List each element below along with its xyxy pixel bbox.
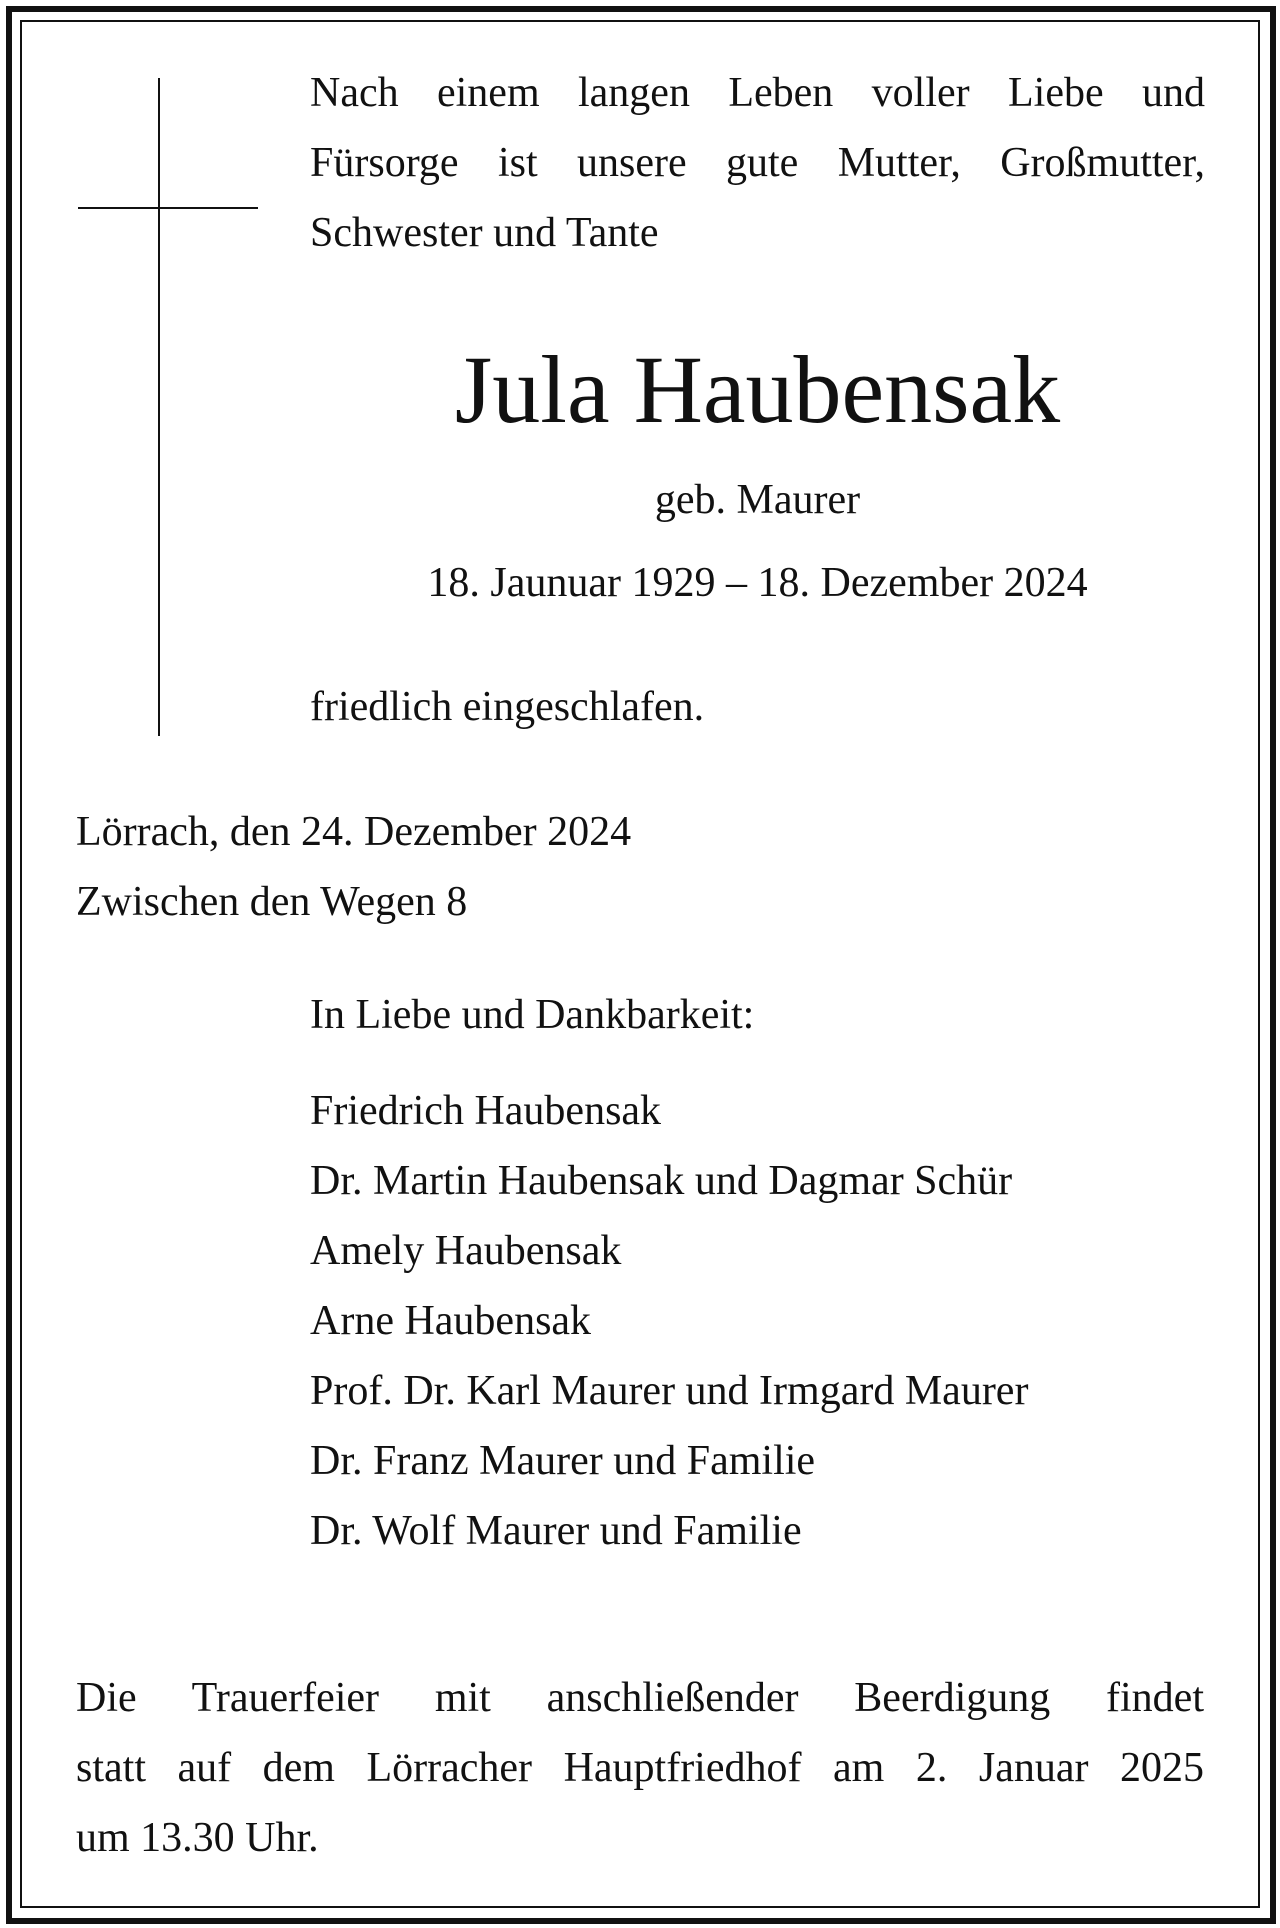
deceased-name: Jula Haubensak [454, 336, 1061, 443]
life-dates: 18. Jaunuar 1929 – 18. Dezember 2024 [427, 560, 1088, 606]
funeral-line: statt auf dem Lörracher Hauptfriedhof am 2. Januar 2025 [76, 1745, 1204, 1791]
mourner-item: Friedrich Haubensak [310, 1088, 662, 1134]
intro-line: Nach einem langen Leben voller Liebe und [310, 70, 1205, 116]
mourner-item: Dr. Wolf Maurer und Familie [310, 1508, 802, 1554]
mourners-list [310, 1076, 1028, 1566]
mourner-item: Prof. Dr. Karl Maurer und Irmgard Maurer [310, 1368, 1029, 1414]
intro-line: Schwester und Tante [310, 210, 659, 256]
thanks-heading: In Liebe und Dankbarkeit: [310, 992, 755, 1038]
funeral-line: Die Trauerfeier mit anschließender Beerdigung findet [76, 1675, 1204, 1721]
mourner-item: Dr. Franz Maurer und Familie [310, 1438, 816, 1484]
intro-text [310, 58, 1205, 268]
funeral-line: um 13.30 Uhr. [76, 1815, 319, 1861]
funeral-info [76, 1663, 1204, 1873]
intro-line: Fürsorge ist unsere gute Mutter, Großmutter, [310, 140, 1205, 186]
mourner-item: Arne Haubensak [310, 1298, 592, 1344]
cross-icon-horizontal [78, 207, 258, 209]
passing-text: friedlich eingeschlafen. [310, 684, 705, 730]
mourner-item: Dr. Martin Haubensak und Dagmar Schür [310, 1158, 1013, 1204]
mourner-item: Amely Haubensak [310, 1228, 622, 1274]
inner-border [20, 20, 1260, 1908]
address: Zwischen den Wegen 8 [76, 879, 468, 925]
birth-name: geb. Maurer [654, 477, 861, 523]
cross-icon-vertical [158, 78, 160, 736]
place-date: Lörrach, den 24. Dezember 2024 [76, 809, 632, 855]
